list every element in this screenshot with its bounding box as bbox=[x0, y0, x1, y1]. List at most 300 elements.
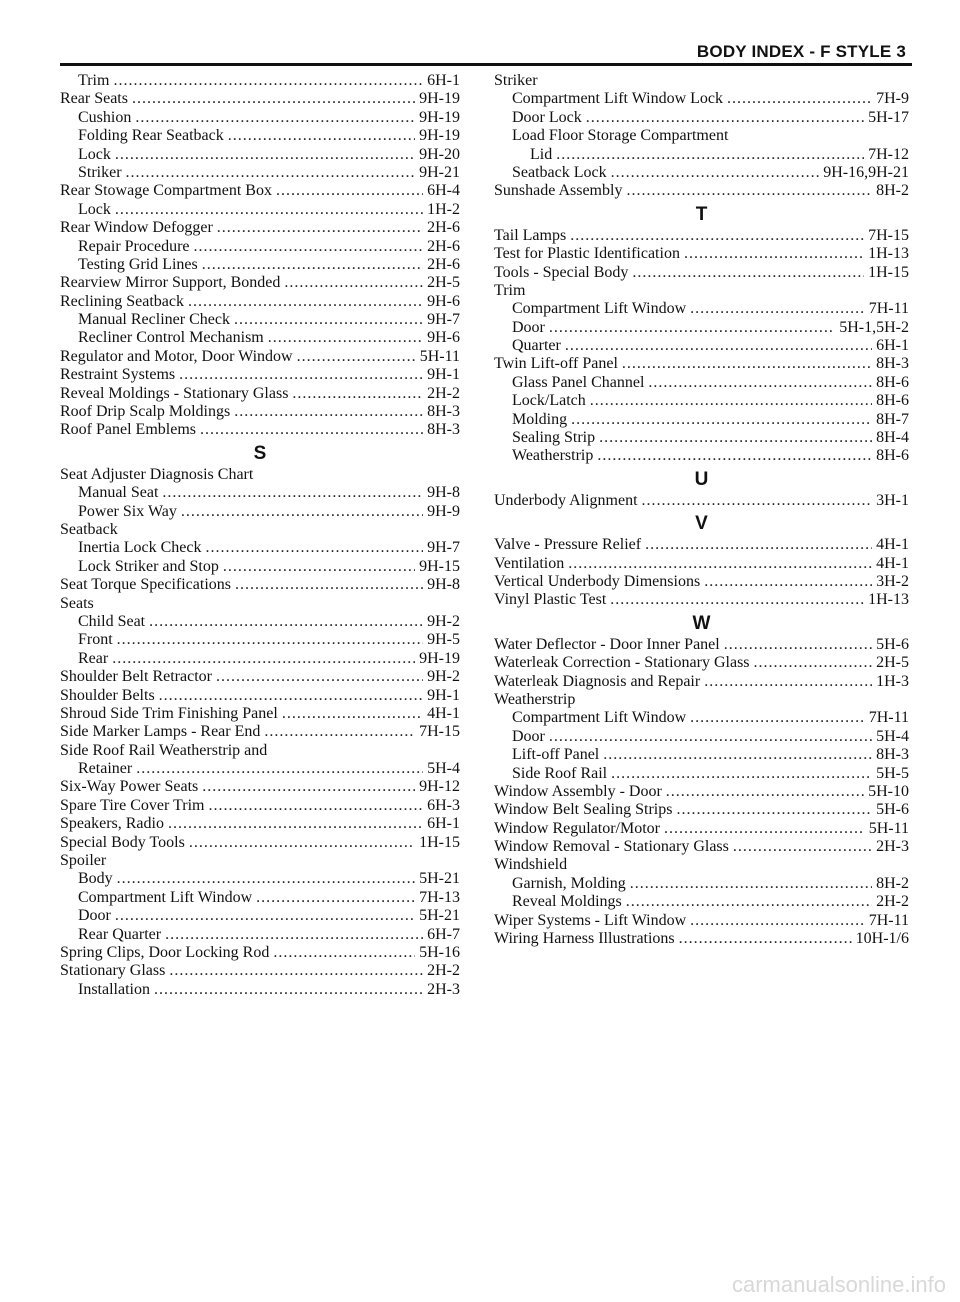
dot-leader bbox=[162, 484, 423, 502]
entry-label: Wiring Harness Illustrations bbox=[494, 930, 675, 948]
dot-leader bbox=[200, 421, 423, 439]
dot-leader bbox=[115, 201, 423, 219]
section-letter-u: U bbox=[694, 468, 709, 490]
entry-page-ref: 2H-2 bbox=[427, 384, 460, 402]
entry-page-ref: 6H-1 bbox=[876, 337, 909, 355]
dot-leader bbox=[556, 146, 864, 164]
index-entry-shoulder-belt-retractor bbox=[60, 668, 460, 686]
dot-leader bbox=[159, 687, 423, 705]
entry-label: Door bbox=[512, 727, 545, 745]
entry-page-ref: 7H-11 bbox=[868, 911, 909, 929]
entry-page-ref: 2H-3 bbox=[876, 838, 909, 856]
index-entry-testing-grid-lines bbox=[60, 256, 460, 274]
index-entry-weatherstrip bbox=[494, 691, 909, 709]
entry-label: Load Floor Storage Compartment bbox=[512, 127, 729, 145]
index-entry-trim bbox=[60, 72, 460, 90]
dot-leader bbox=[276, 182, 423, 200]
dot-leader bbox=[733, 838, 872, 856]
entry-label: Six-Way Power Seats bbox=[60, 778, 199, 796]
dot-leader bbox=[724, 636, 872, 654]
dot-leader bbox=[626, 182, 872, 200]
section-letter-s: S bbox=[253, 442, 267, 464]
index-entry-quarter bbox=[494, 337, 909, 355]
entry-page-ref: 9H-12 bbox=[419, 778, 460, 796]
index-entry-side-roof-rail bbox=[494, 765, 909, 783]
dot-leader bbox=[727, 90, 872, 108]
entry-label: Body bbox=[78, 870, 113, 888]
entry-label: Special Body Tools bbox=[60, 833, 185, 851]
entry-label: Rearview Mirror Support, Bonded bbox=[60, 274, 281, 292]
index-entry-compartment-lift-window-lock bbox=[494, 90, 909, 108]
index-entry-seats bbox=[60, 595, 460, 613]
index-entry-wiring-harness-illustrations bbox=[494, 930, 909, 948]
entry-label: Spare Tire Cover Trim bbox=[60, 796, 205, 814]
dot-leader bbox=[754, 654, 873, 672]
entry-label: Manual Recliner Check bbox=[78, 311, 230, 329]
entry-label: Rear bbox=[78, 649, 109, 667]
entry-label: Manual Seat bbox=[78, 484, 159, 502]
entry-label: Window Assembly - Door bbox=[494, 782, 662, 800]
index-entry-seat-torque-specifications bbox=[60, 576, 460, 594]
index-entry-regulator-and-motor-door-window bbox=[60, 348, 460, 366]
dot-leader bbox=[571, 411, 872, 429]
dot-leader bbox=[112, 650, 415, 668]
entry-label: Weatherstrip bbox=[512, 447, 594, 465]
entry-page-ref: 9H-7 bbox=[427, 539, 460, 557]
index-entry-reveal-moldings bbox=[494, 893, 909, 911]
dot-leader bbox=[189, 834, 415, 852]
entry-label: Tail Lamps bbox=[494, 226, 567, 244]
entry-page-ref: 6H-1 bbox=[427, 815, 460, 833]
dot-leader bbox=[597, 447, 872, 465]
index-entry-water-deflector-door-inner-panel bbox=[494, 636, 909, 654]
entry-label: Trim bbox=[494, 281, 526, 299]
index-entry-stationary-glass bbox=[60, 962, 460, 980]
dot-leader bbox=[610, 591, 864, 609]
entry-page-ref: 9H-9 bbox=[427, 502, 460, 520]
index-entry-glass-panel-channel bbox=[494, 374, 909, 392]
entry-label: Window Removal - Stationary Glass bbox=[494, 838, 729, 856]
index-entry-manual-seat bbox=[60, 484, 460, 502]
entry-label: Recliner Control Mechanism bbox=[78, 329, 264, 347]
index-column-right bbox=[494, 72, 909, 948]
dot-leader bbox=[115, 907, 415, 925]
entry-label: Garnish, Molding bbox=[512, 874, 626, 892]
entry-label: Rear Seats bbox=[60, 90, 128, 108]
entry-label: Water Deflector - Door Inner Panel bbox=[494, 635, 720, 653]
index-entry-lock-latch bbox=[494, 392, 909, 410]
entry-label: Wiper Systems - Lift Window bbox=[494, 911, 687, 929]
dot-leader bbox=[630, 875, 872, 893]
entry-page-ref: 6H-7 bbox=[427, 925, 460, 943]
entry-page-ref: 2H-6 bbox=[427, 219, 460, 237]
entry-label: Tools - Special Body bbox=[494, 263, 629, 281]
dot-leader bbox=[626, 893, 872, 911]
index-entry-spare-tire-cover-trim bbox=[60, 797, 460, 815]
dot-leader bbox=[611, 164, 820, 182]
entry-label: Valve - Pressure Relief bbox=[494, 536, 642, 554]
index-entry-door-lock bbox=[494, 109, 909, 127]
entry-label: Spring Clips, Door Locking Rod bbox=[60, 943, 270, 961]
entry-page-ref: 4H-1 bbox=[876, 536, 909, 554]
entry-page-ref: 7H-15 bbox=[868, 226, 909, 244]
index-entry-shroud-side-trim-finishing-panel bbox=[60, 705, 460, 723]
entry-label: Seatback bbox=[60, 520, 118, 538]
index-entry-power-six-way bbox=[60, 503, 460, 521]
dot-leader bbox=[690, 709, 865, 727]
dot-leader bbox=[216, 668, 423, 686]
entry-page-ref: 5H-5 bbox=[876, 764, 909, 782]
entry-page-ref: 2H-2 bbox=[876, 893, 909, 911]
dot-leader bbox=[549, 728, 872, 746]
index-entry-repair-procedure bbox=[60, 238, 460, 256]
entry-page-ref: 5H-1,5H-2 bbox=[839, 318, 909, 336]
index-entry-rear-seats bbox=[60, 90, 460, 108]
index-entry-compartment-lift-window bbox=[60, 889, 460, 907]
entry-label: Cushion bbox=[78, 108, 132, 126]
index-entry-striker bbox=[60, 164, 460, 182]
entry-page-ref: 7H-11 bbox=[868, 300, 909, 318]
index-entry-rear-stowage-compartment-box bbox=[60, 182, 460, 200]
entry-label: Twin Lift-off Panel bbox=[494, 355, 618, 373]
entry-page-ref: 8H-3 bbox=[876, 746, 909, 764]
page-header bbox=[60, 40, 912, 62]
dot-leader bbox=[570, 227, 864, 245]
dot-leader bbox=[599, 429, 872, 447]
dot-leader bbox=[179, 366, 423, 384]
entry-page-ref: 6H-3 bbox=[427, 796, 460, 814]
index-entry-seat-adjuster-diagnosis-chart bbox=[60, 466, 460, 484]
entry-label: Striker bbox=[78, 163, 122, 181]
entry-label: Side Roof Rail bbox=[512, 764, 608, 782]
entry-label: Shoulder Belts bbox=[60, 686, 155, 704]
entry-label: Trim bbox=[78, 72, 110, 89]
index-entry-rear bbox=[60, 650, 460, 668]
index-entry-recliner-control-mechanism bbox=[60, 329, 460, 347]
watermark: carmanualsonline.info bbox=[731, 1272, 946, 1297]
entry-label: Door Lock bbox=[512, 108, 582, 126]
index-entry-rear-window-defogger bbox=[60, 219, 460, 237]
index-entry-windshield bbox=[494, 856, 909, 874]
entry-label: Molding bbox=[512, 410, 568, 428]
entry-label: Front bbox=[78, 631, 113, 649]
dot-leader bbox=[113, 72, 423, 90]
index-entry-waterleak-correction-stationary-glass bbox=[494, 654, 909, 672]
entry-page-ref: 8H-7 bbox=[876, 410, 909, 428]
dot-leader bbox=[568, 555, 872, 573]
dot-leader bbox=[273, 944, 415, 962]
entry-page-ref: 4H-1 bbox=[427, 704, 460, 722]
index-entry-striker bbox=[494, 72, 909, 90]
index-entry-lock bbox=[60, 146, 460, 164]
dot-leader bbox=[228, 127, 415, 145]
dot-leader bbox=[154, 981, 423, 999]
dot-leader bbox=[684, 245, 864, 263]
entry-label: Compartment Lift Window bbox=[78, 888, 253, 906]
entry-page-ref: 8H-3 bbox=[427, 421, 460, 439]
entry-page-ref: 6H-4 bbox=[427, 182, 460, 200]
index-entry-side-marker-lamps-rear-end bbox=[60, 723, 460, 741]
entry-page-ref: 1H-15 bbox=[868, 263, 909, 281]
index-entry-front bbox=[60, 631, 460, 649]
entry-page-ref: 8H-3 bbox=[876, 355, 909, 373]
entry-page-ref: 9H-8 bbox=[427, 484, 460, 502]
dot-leader bbox=[117, 870, 415, 888]
index-entry-door bbox=[60, 907, 460, 925]
dot-leader bbox=[611, 765, 872, 783]
dot-leader bbox=[549, 319, 835, 337]
dot-leader bbox=[586, 109, 864, 127]
dot-leader bbox=[217, 219, 423, 237]
index-entry-vertical-underbody-dimensions bbox=[494, 573, 909, 591]
index-column-left bbox=[60, 72, 460, 999]
entry-label: Rear Quarter bbox=[78, 925, 162, 943]
index-entry-tail-lamps bbox=[494, 227, 909, 245]
index-entry-molding bbox=[494, 411, 909, 429]
dot-leader bbox=[234, 311, 423, 329]
entry-page-ref: 5H-6 bbox=[876, 801, 909, 819]
entry-label: Retainer bbox=[78, 760, 133, 778]
index-entry-installation bbox=[60, 981, 460, 999]
entry-page-ref: 8H-2 bbox=[876, 874, 909, 892]
entry-label: Restraint Systems bbox=[60, 366, 176, 384]
entry-label: Roof Panel Emblems bbox=[60, 421, 196, 439]
entry-page-ref: 9H-16,9H-21 bbox=[823, 163, 909, 181]
entry-label: Windshield bbox=[494, 856, 568, 874]
dot-leader bbox=[603, 746, 872, 764]
entry-page-ref: 9H-6 bbox=[427, 292, 460, 310]
entry-page-ref: 2H-2 bbox=[427, 962, 460, 980]
entry-label: Testing Grid Lines bbox=[78, 255, 198, 273]
dot-leader bbox=[664, 820, 865, 838]
entry-page-ref: 9H-1 bbox=[427, 686, 460, 704]
dot-leader bbox=[284, 274, 423, 292]
entry-page-ref: 7H-13 bbox=[419, 888, 460, 906]
dot-leader bbox=[590, 392, 872, 410]
header-rule bbox=[60, 63, 912, 66]
entry-label: Rear Stowage Compartment Box bbox=[60, 182, 272, 200]
entry-label: Reclining Seatback bbox=[60, 292, 184, 310]
dot-leader bbox=[206, 539, 424, 557]
entry-label: Inertia Lock Check bbox=[78, 539, 202, 557]
index-entry-window-removal-stationary-glass bbox=[494, 838, 909, 856]
dot-leader bbox=[297, 348, 416, 366]
entry-page-ref: 5H-4 bbox=[427, 760, 460, 778]
entry-label: Underbody Alignment bbox=[494, 491, 638, 509]
entry-page-ref: 8H-3 bbox=[427, 403, 460, 421]
entry-label: Power Six Way bbox=[78, 502, 177, 520]
entry-page-ref: 7H-15 bbox=[419, 723, 460, 741]
dot-leader bbox=[622, 355, 872, 373]
entry-page-ref: 2H-3 bbox=[427, 980, 460, 998]
index-entry-folding-rear-seatback bbox=[60, 127, 460, 145]
entry-page-ref: 9H-2 bbox=[427, 668, 460, 686]
entry-page-ref: 9H-6 bbox=[427, 329, 460, 347]
entry-page-ref: 9H-19 bbox=[419, 127, 460, 145]
dot-leader bbox=[264, 723, 415, 741]
entry-label: Window Regulator/Motor bbox=[494, 819, 660, 837]
entry-label: Side Roof Rail Weatherstrip and bbox=[60, 741, 268, 759]
index-entry-retainer bbox=[60, 760, 460, 778]
entry-page-ref: 2H-6 bbox=[427, 237, 460, 255]
dot-leader bbox=[126, 164, 416, 182]
index-entry-waterleak-diagnosis-and-repair bbox=[494, 673, 909, 691]
entry-label: Waterleak Correction - Stationary Glass bbox=[494, 654, 750, 672]
index-entry-tools-special-body bbox=[494, 264, 909, 282]
entry-page-ref: 9H-5 bbox=[427, 631, 460, 649]
dot-leader bbox=[235, 576, 423, 594]
index-entry-weatherstrip bbox=[494, 447, 909, 465]
dot-leader bbox=[165, 926, 423, 944]
entry-page-ref: 9H-20 bbox=[419, 145, 460, 163]
section-letter-t: T bbox=[695, 203, 708, 225]
index-entry-ventilation bbox=[494, 555, 909, 573]
index-entry-seatback-lock bbox=[494, 164, 909, 182]
entry-label: Window Belt Sealing Strips bbox=[494, 801, 673, 819]
dot-leader bbox=[202, 256, 423, 274]
dot-leader bbox=[632, 264, 864, 282]
page-title: BODY INDEX - F STYLE 3 bbox=[696, 42, 906, 61]
dot-leader bbox=[704, 573, 872, 591]
index-entry-roof-drip-scalp-moldings bbox=[60, 403, 460, 421]
entry-page-ref: 8H-6 bbox=[876, 373, 909, 391]
index-entry-roof-panel-emblems bbox=[60, 421, 460, 439]
dot-leader bbox=[181, 503, 423, 521]
index-entry-valve-pressure-relief bbox=[494, 536, 909, 554]
index-entry-wiper-systems-lift-window bbox=[494, 912, 909, 930]
entry-label: Shroud Side Trim Finishing Panel bbox=[60, 704, 278, 722]
entry-page-ref: 5H-11 bbox=[868, 819, 909, 837]
entry-label: Lock bbox=[78, 145, 111, 163]
entry-label: Quarter bbox=[512, 337, 561, 355]
entry-label: Glass Panel Channel bbox=[512, 373, 645, 391]
entry-page-ref: 4H-1 bbox=[876, 554, 909, 572]
entry-label: Regulator and Motor, Door Window bbox=[60, 347, 293, 365]
entry-page-ref: 1H-2 bbox=[427, 200, 460, 218]
entry-label: Striker bbox=[494, 72, 538, 89]
index-entry-inertia-lock-check bbox=[60, 539, 460, 557]
entry-page-ref: 2H-6 bbox=[427, 255, 460, 273]
dot-leader bbox=[268, 329, 423, 347]
entry-label: Child Seat bbox=[78, 612, 146, 630]
index-entry-reclining-seatback bbox=[60, 293, 460, 311]
index-entry-sunshade-assembly bbox=[494, 182, 909, 200]
entry-label: Lock bbox=[78, 200, 111, 218]
dot-leader bbox=[202, 778, 415, 796]
entry-page-ref: 7H-12 bbox=[868, 145, 909, 163]
index-entry-underbody-alignment bbox=[494, 492, 909, 510]
entry-page-ref: 5H-21 bbox=[419, 870, 460, 888]
index-entry-cushion bbox=[60, 109, 460, 127]
entry-label: Compartment Lift Window bbox=[512, 709, 687, 727]
entry-label: Speakers, Radio bbox=[60, 815, 164, 833]
entry-page-ref: 8H-4 bbox=[876, 429, 909, 447]
entry-label: Seat Torque Specifications bbox=[60, 576, 231, 594]
section-letter-w: W bbox=[692, 612, 711, 634]
entry-label: Seatback Lock bbox=[512, 163, 607, 181]
index-entry-seatback bbox=[60, 521, 460, 539]
entry-page-ref: 3H-2 bbox=[876, 572, 909, 590]
entry-label: Weatherstrip bbox=[494, 690, 576, 708]
entry-page-ref: 9H-21 bbox=[419, 163, 460, 181]
dot-leader bbox=[194, 238, 424, 256]
entry-page-ref: 2H-5 bbox=[427, 274, 460, 292]
entry-label: Roof Drip Scalp Moldings bbox=[60, 403, 231, 421]
entry-label: Reveal Moldings bbox=[512, 893, 622, 911]
entry-label: Stationary Glass bbox=[60, 962, 166, 980]
entry-label: Compartment Lift Window bbox=[512, 300, 687, 318]
index-entry-restraint-systems bbox=[60, 366, 460, 384]
index-entry-compartment-lift-window bbox=[494, 300, 909, 318]
dot-leader bbox=[135, 109, 415, 127]
index-entry-test-for-plastic-identification bbox=[494, 245, 909, 263]
entry-label: Sunshade Assembly bbox=[494, 182, 623, 200]
entry-page-ref: 9H-2 bbox=[427, 612, 460, 630]
entry-page-ref: 7H-11 bbox=[868, 709, 909, 727]
entry-page-ref: 9H-8 bbox=[427, 576, 460, 594]
index-entry-window-assembly-door bbox=[494, 783, 909, 801]
dot-leader bbox=[188, 293, 423, 311]
index-entry-twin-lift-off-panel bbox=[494, 355, 909, 373]
entry-label: Door bbox=[78, 907, 111, 925]
dot-leader bbox=[666, 783, 864, 801]
index-entry-door bbox=[494, 319, 909, 337]
entry-label: Seat Adjuster Diagnosis Chart bbox=[60, 465, 254, 483]
entry-label: Waterleak Diagnosis and Repair bbox=[494, 672, 701, 690]
index-entry-child-seat bbox=[60, 613, 460, 631]
dot-leader bbox=[565, 337, 872, 355]
entry-page-ref: 3H-1 bbox=[876, 491, 909, 509]
index-entry-body bbox=[60, 870, 460, 888]
entry-label: Seats bbox=[60, 594, 94, 612]
index-entry-garnish-molding bbox=[494, 875, 909, 893]
entry-page-ref: 1H-13 bbox=[868, 245, 909, 263]
entry-label: Repair Procedure bbox=[78, 237, 190, 255]
entry-page-ref: 1H-13 bbox=[868, 591, 909, 609]
entry-page-ref: 5H-21 bbox=[419, 907, 460, 925]
index-entry-spring-clips-door-locking-rod bbox=[60, 944, 460, 962]
entry-label: Lock Striker and Stop bbox=[78, 557, 219, 575]
index-entry-reveal-moldings-stationary-glass bbox=[60, 385, 460, 403]
index-entry-vinyl-plastic-test bbox=[494, 591, 909, 609]
dot-leader bbox=[149, 613, 423, 631]
entry-page-ref: 1H-15 bbox=[419, 833, 460, 851]
entry-label: Lock/Latch bbox=[512, 392, 586, 410]
dot-leader bbox=[645, 536, 872, 554]
entry-label: Lift-off Panel bbox=[512, 746, 600, 764]
dot-leader bbox=[282, 705, 423, 723]
entry-page-ref: 5H-4 bbox=[876, 727, 909, 745]
entry-page-ref: 5H-16 bbox=[419, 943, 460, 961]
index-entry-manual-recliner-check bbox=[60, 311, 460, 329]
entry-page-ref: 6H-1 bbox=[427, 72, 460, 89]
index-entry-trim bbox=[494, 282, 909, 300]
entry-page-ref: 10H-1/6 bbox=[855, 930, 909, 948]
dot-leader bbox=[169, 962, 423, 980]
index-entry-lock-striker-and-stop bbox=[60, 558, 460, 576]
entry-label: Lid bbox=[530, 145, 553, 163]
index-entry-window-regulator-motor bbox=[494, 820, 909, 838]
entry-label: Shoulder Belt Retractor bbox=[60, 668, 212, 686]
entry-page-ref: 9H-7 bbox=[427, 311, 460, 329]
dot-leader bbox=[117, 631, 423, 649]
index-entry-rear-quarter bbox=[60, 926, 460, 944]
dot-leader bbox=[256, 889, 415, 907]
dot-leader bbox=[292, 385, 423, 403]
dot-leader bbox=[679, 930, 852, 948]
index-entry-spoiler bbox=[60, 852, 460, 870]
section-letter-v: V bbox=[695, 513, 708, 535]
